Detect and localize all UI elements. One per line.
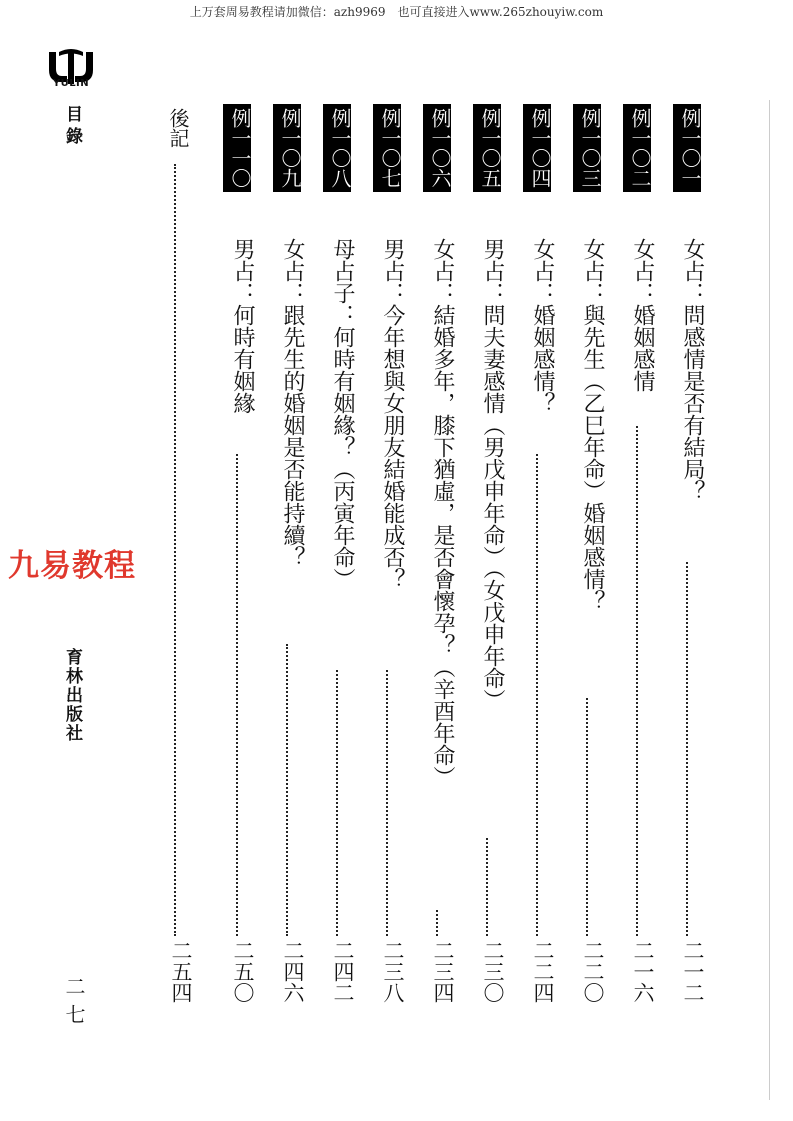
entry-title: 女占：婚姻感情 [630,238,655,392]
publisher-name: 育林出版社 [62,648,82,743]
entry-title: 男占：今年想與女朋友結婚能成否？ [380,238,405,590]
example-label: 例一〇七 [373,104,401,192]
toc-entry[interactable] [519,100,555,1110]
entry-title: 女占：跟先生的婚姻是否能持續？ [280,238,305,568]
entry-title: 男占：何時有姻緣 [230,238,255,414]
example-label: 例一〇六 [423,104,451,192]
entry-title: 女占：與先生（乙巳年命）婚姻感情？ [580,238,605,612]
toc-entry[interactable] [319,100,355,1110]
entry-page: 二四二 [331,940,355,1003]
entry-page: 二三四 [431,940,455,1003]
example-label: 例一〇三 [573,104,601,192]
entry-page: 二五〇 [231,940,255,1003]
page-edge-line [769,100,770,1100]
toc-entry[interactable] [669,100,705,1110]
entry-title: 女占：問感情是否有結局？ [680,238,705,502]
dot-leader [586,698,588,936]
dot-leader [636,426,638,936]
example-label: 例一〇五 [473,104,501,192]
entry-page: 二三八 [381,940,405,1003]
example-label: 例一〇一 [673,104,701,192]
toc-entry-afterword[interactable] [157,100,193,1110]
toc-entry[interactable] [219,100,255,1110]
toc-entry[interactable] [269,100,305,1110]
entry-page: 二三〇 [481,940,505,1003]
dot-leader [536,454,538,936]
toc-entry[interactable] [369,100,405,1110]
afterword-label: 後記 [166,108,190,148]
entry-page: 二一二 [681,940,705,1003]
dot-leader [286,644,288,936]
side-title: 目錄 [62,105,82,149]
toc-entry[interactable] [569,100,605,1110]
dot-leader [436,910,438,936]
dot-leader [236,454,238,936]
watermark-stamp: 九易教程 [8,548,136,584]
example-label: 例一〇二 [623,104,651,192]
entry-title: 女占：結婚多年，膝下猶虛，是否會懷孕？（辛酉年命） [430,238,455,788]
example-label: 例一〇八 [323,104,351,192]
toc-entry[interactable] [619,100,655,1110]
watermark-banner: 上万套周易教程请加微信：azh9969 也可直接进入www.265zhouyiw.com [189,5,604,19]
dot-leader [336,670,338,936]
dot-leader [486,838,488,936]
entry-title: 母占子：何時有姻緣？（丙寅年命） [330,238,355,590]
dot-leader [686,562,688,936]
entry-title: 男占：問夫妻感情（男戊申年命）（女戊申年命） [480,238,505,711]
toc-entry[interactable] [469,100,505,1110]
page-number: 二七 [62,976,86,1032]
dot-leader [174,164,176,936]
entry-page: 二二〇 [581,940,605,1003]
dot-leader [386,670,388,936]
entry-title: 女占：婚姻感情？ [530,238,555,414]
entry-page: 二一六 [631,940,655,1003]
toc-entry[interactable] [419,100,455,1110]
example-label: 例一〇四 [523,104,551,192]
entry-page: 二五四 [169,940,193,1003]
entry-page: 二二四 [531,940,555,1003]
example-label: 例一〇九 [273,104,301,192]
logo-text: YULIN [52,78,90,89]
example-label: 例一一〇 [223,104,251,192]
entry-page: 二四六 [281,940,305,1003]
